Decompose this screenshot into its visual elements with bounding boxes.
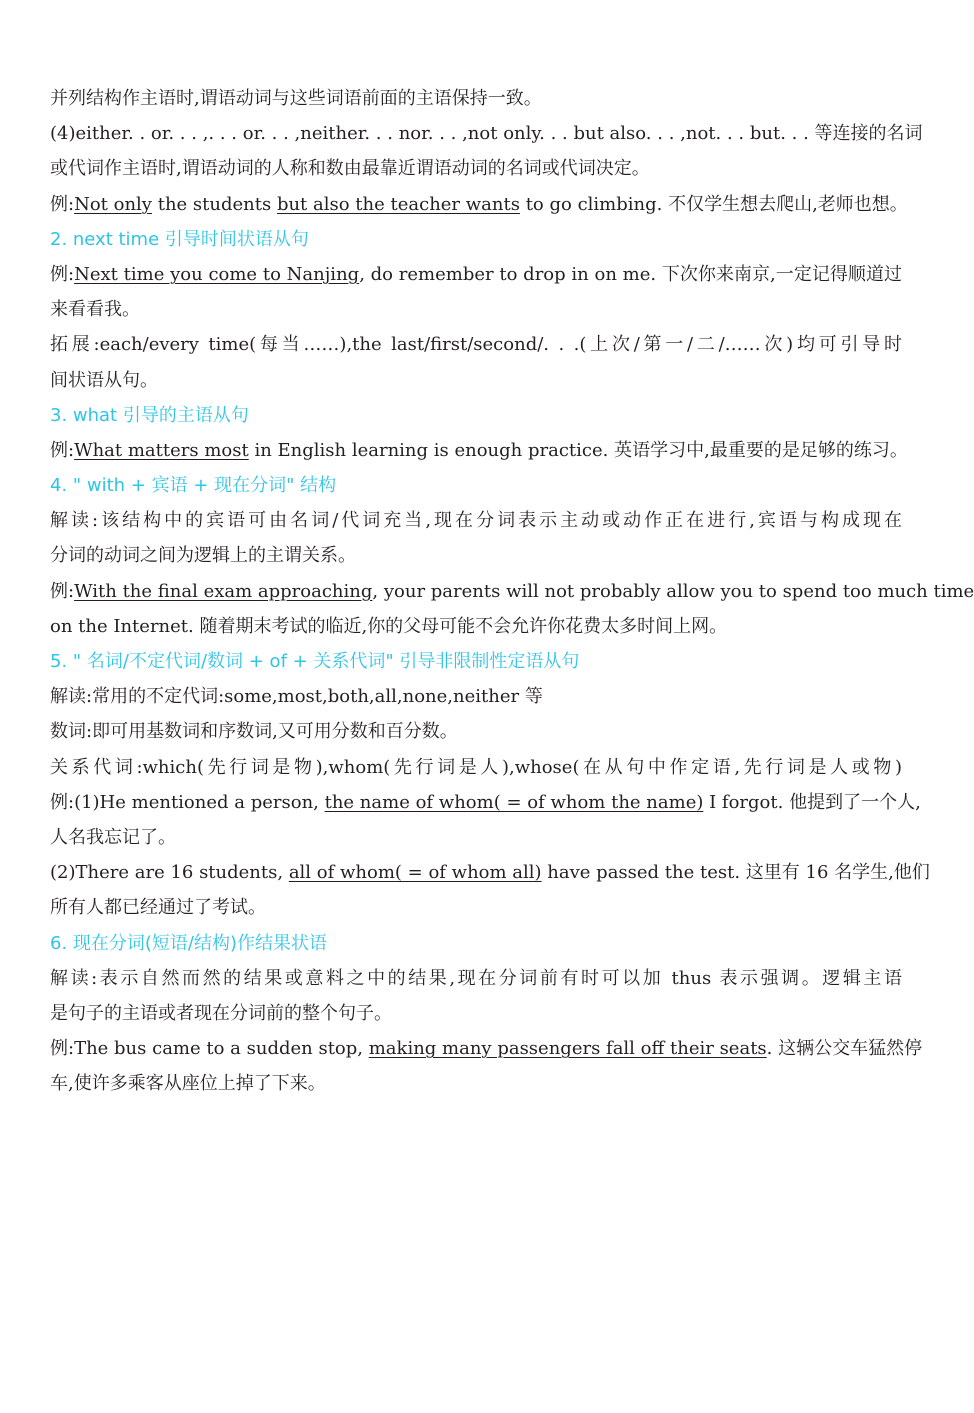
text-span: 例: [50,580,75,602]
section-heading [50,398,902,433]
text-line [50,327,902,362]
text-span: 3. what 引导的主语从句 [50,404,249,426]
text-line [50,574,974,609]
text-line [50,679,902,714]
underlined-text: With the final exam approaching [74,580,373,602]
text-span: 例: [50,439,75,461]
text-line [50,433,908,468]
section-heading [50,468,902,503]
text-span: in English learning is enough practice. 英语学习中,最重要的是足够的练习。 [248,439,908,461]
text-line [50,996,902,1031]
text-line [50,292,902,327]
text-line [50,116,923,151]
text-span: 车,使许多乘客从座位上掉了下来。 [50,1073,326,1095]
text-span: 解读:该结构中的宾语可由名词/代词充当,现在分词表示主动或动作正在进行,宾语与构成现在 [50,510,902,532]
underlined-text: Not only [74,193,152,215]
text-line [50,1031,923,1066]
text-line [50,257,902,292]
text-line [50,855,930,890]
text-span: the students [151,193,277,215]
text-span: 关系代词:which(先行词是物),whom(先行词是人),whose(在从句中作定语,先行词是人或物) [50,756,902,778]
text-span: 并列结构作主语时,谓语动词与这些词语前面的主语保持一致。 [50,88,542,109]
text-span: , your parents will not probably allow you to spend too much time [372,580,974,602]
text-span: 来看看我。 [50,299,140,321]
text-span: 例:The bus came to a sudden stop, [50,1038,369,1060]
underlined-text: Next time you come to Nanjing [74,263,360,285]
underlined-text: but also the teacher wants [276,193,520,215]
text-span: 例: [50,263,75,285]
text-span: 是句子的主语或者现在分词前的整个句子。 [50,1002,392,1024]
text-span: 4. " with + 宾语 + 现在分词" 结构 [50,475,337,497]
text-line [50,151,902,186]
text-span: on the Internet. 随着期末考试的临近,你的父母可能不会允许你花费太多时间上网。 [50,615,728,637]
text-span: 6. 现在分词(短语/结构)作结果状语 [50,932,328,954]
text-span: (2)There are 16 students, [50,862,289,884]
text-span: 解读:常用的不定代词:some,most,both,all,none,neither 等 [50,686,543,708]
text-line [50,187,908,222]
text-line [50,538,902,573]
text-line [50,820,902,855]
underlined-text: the name of whom( = of whom the name) [324,791,704,813]
text-line [50,890,902,925]
text-span: to go climbing. 不仅学生想去爬山,老师也想。 [519,193,908,215]
underlined-text: all of whom( = of whom all) [288,862,542,884]
text-line [50,785,921,820]
text-span: I forgot. 他提到了一个人, [703,791,921,813]
text-span: 例: [50,193,75,215]
section-heading [50,644,902,679]
text-line [50,81,902,116]
text-line [50,503,902,538]
text-span: 数词:即可用基数词和序数词,又可用分数和百分数。 [50,721,458,743]
text-span: (4)either. . or. . . ,. . . or. . . ,neither. . . nor. . . ,not only. . . but also. . . ,not. . . but. . . 等连接的名词 [50,123,923,145]
text-span: 拓展:each/every time(每当……),the last/first/second/. . .(上次/第一/二/……次)均可引导时 [50,334,902,356]
text-span: 所有人都已经通过了考试。 [50,897,266,919]
text-span: 分词的动词之间为逻辑上的主谓关系。 [50,545,356,567]
section-heading [50,222,902,257]
text-span: have passed the test. 这里有 16 名学生,他们 [541,862,930,884]
text-span: 2. next time 引导时间状语从句 [50,228,309,250]
section-heading [50,926,902,961]
text-span: 例:(1)He mentioned a person, [50,791,325,813]
text-span: 人名我忘记了。 [50,826,176,848]
text-line [50,750,902,785]
text-span: 5. " 名词/不定代词/数词 + of + 关系代词" 引导非限制性定语从句 [50,651,580,672]
text-line [50,363,902,398]
document-page [50,81,974,1101]
text-line [50,609,902,644]
text-line [50,714,902,749]
text-span: 解读:表示自然而然的结果或意料之中的结果,现在分词前有时可以加 thus 表示强调。逻辑主语 [50,967,902,989]
text-span: . 这辆公交车猛然停 [766,1038,923,1060]
text-line [50,961,902,996]
text-span: 或代词作主语时,谓语动词的人称和数由最靠近谓语动词的名词或代词决定。 [50,158,650,180]
text-line [50,1066,902,1101]
text-span: , do remember to drop in on me. 下次你来南京,一定记得顺道过 [359,263,902,285]
underlined-text: What matters most [74,439,249,461]
underlined-text: making many passengers fall off their seats [368,1038,767,1060]
text-span: 间状语从句。 [50,369,158,391]
